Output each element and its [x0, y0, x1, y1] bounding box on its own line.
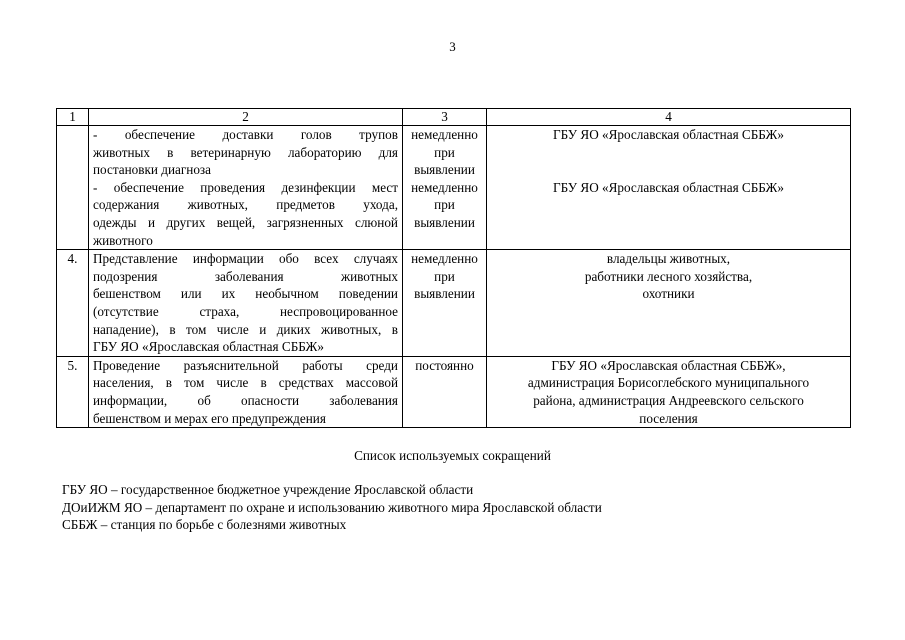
page-number: 3: [449, 39, 456, 54]
spacer: [491, 161, 846, 179]
responsible-line: ГБУ ЯО «Ярославская областная СББЖ»: [553, 127, 784, 142]
action-line: Проведение разъяснительной работы среди: [93, 357, 398, 373]
action-line: содержания животных, предметов ухода,: [93, 197, 398, 213]
table-header-row: [57, 109, 851, 126]
responsible-line: администрация Борисоглебского муниципального: [527, 375, 810, 391]
action-line: - обеспечение доставки голов трупов: [93, 127, 398, 142]
responsible-line: ГБУ ЯО «Ярославская областная СББЖ»: [553, 179, 784, 195]
timing-line: при: [434, 144, 455, 160]
timing-cell: [403, 250, 487, 357]
timing-line: при: [434, 268, 455, 284]
action-line: постановки диагноза: [93, 162, 211, 178]
action-line: нападение), в том числе и диких животных, в: [93, 321, 398, 337]
action-line: (отсутствие страха, неспровоцированное: [93, 303, 398, 319]
spacer: [491, 144, 846, 162]
row-number-cell: 5.: [57, 356, 89, 427]
timing-line: немедленно: [411, 179, 478, 195]
measures-table: [56, 108, 851, 428]
action-line: подозрения заболевания животных: [93, 268, 398, 284]
table-row-5: [57, 356, 851, 427]
action-line: информации, об опасности заболевания: [93, 392, 398, 408]
abbreviation-item: ГБУ ЯО – государственное бюджетное учреждение Ярославской области: [62, 482, 474, 497]
action-cell: [89, 126, 403, 250]
action-cell: [89, 356, 403, 427]
action-line: - обеспечение проведения дезинфекции мест: [93, 179, 398, 195]
responsible-line: работники лесного хозяйства,: [584, 268, 753, 284]
timing-cell: [403, 126, 487, 250]
timing-cell: [403, 356, 487, 427]
header-cell-2: 2: [89, 109, 403, 126]
responsible-line: охотники: [642, 286, 695, 302]
header-cell-1: 1: [57, 109, 89, 126]
action-line: животного: [93, 232, 153, 248]
action-line: одежды и других вещей, загрязненных слюной: [93, 214, 398, 230]
timing-line: выявлении: [414, 162, 475, 178]
timing-line: немедленно: [411, 251, 478, 267]
row-number-cell: [57, 126, 89, 250]
responsible-line: района, администрация Андреевского сельского: [533, 392, 804, 408]
responsible-cell: [487, 126, 851, 250]
abbreviations-list: [62, 481, 602, 534]
action-line: Представление информации обо всех случаях: [93, 251, 398, 267]
responsible-cell: [487, 356, 851, 427]
table-row-4: [57, 250, 851, 357]
responsible-line: поселения: [639, 410, 698, 426]
abbreviation-item: ДОиИЖМ ЯО – департамент по охране и использованию животного мира Ярославской области: [62, 499, 602, 515]
abbreviation-item: СББЖ – станция по борьбе с болезнями животных: [62, 517, 347, 533]
header-cell-4: 4: [487, 109, 851, 126]
action-line: ГБУ ЯО «Ярославская областная СББЖ»: [93, 339, 324, 355]
abbreviations-title: Список используемых сокращений: [354, 448, 551, 463]
responsible-line: владельцы животных,: [606, 251, 731, 267]
responsible-cell: [487, 250, 851, 357]
row-number-cell: 4.: [57, 250, 89, 357]
timing-line: немедленно: [411, 127, 478, 142]
action-cell: [89, 250, 403, 357]
action-line: населения, в том числе в средствах массовой: [93, 375, 398, 391]
header-cell-3: 3: [403, 109, 487, 126]
timing-line: при: [434, 197, 455, 213]
action-line: бешенством или их необычном поведении: [93, 286, 398, 302]
table-row-continuation: [57, 126, 851, 250]
action-line: бешенством и мерах его предупреждения: [93, 410, 326, 426]
timing-line: выявлении: [414, 214, 475, 230]
timing-line: постоянно: [415, 357, 474, 373]
responsible-line: ГБУ ЯО «Ярославская областная СББЖ»,: [551, 357, 786, 373]
action-line: животных в ветеринарную лабораторию для: [93, 144, 398, 160]
timing-line: выявлении: [414, 286, 475, 302]
